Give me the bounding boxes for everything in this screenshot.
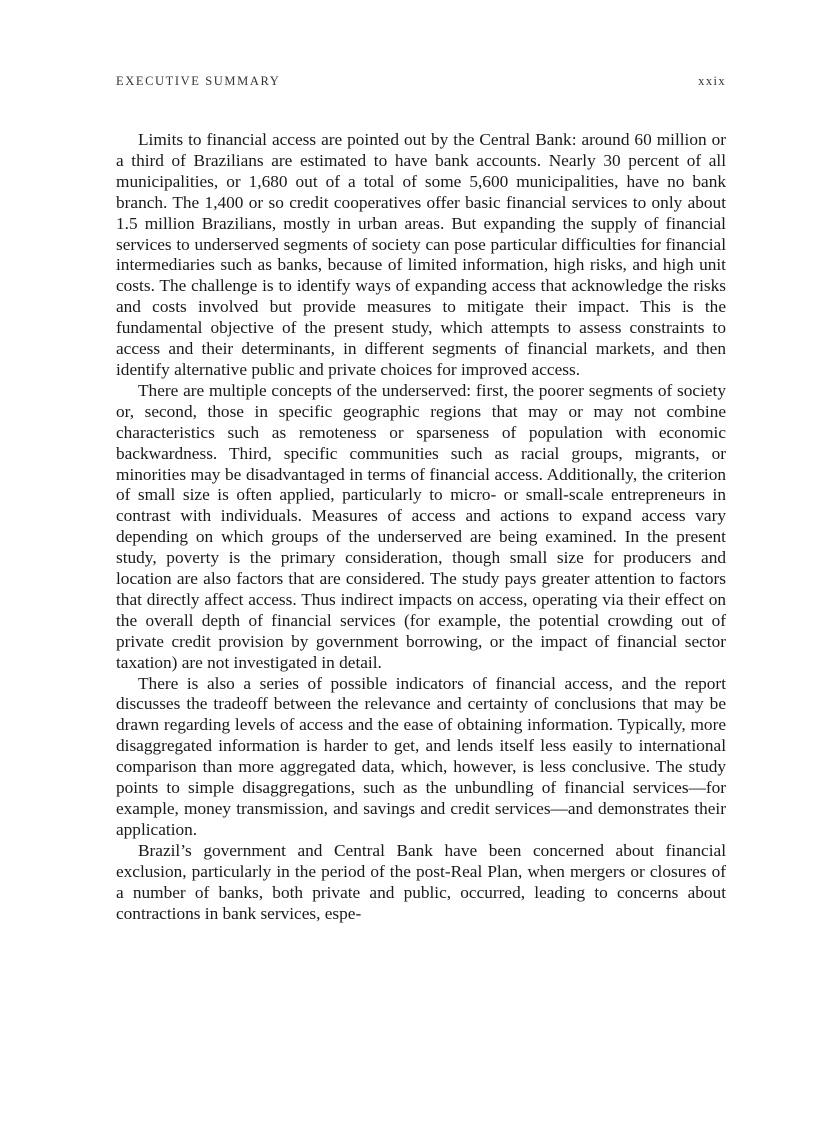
running-head-section-title: EXECUTIVE SUMMARY xyxy=(116,74,281,88)
paragraph-underserved-concepts: There are multiple concepts of the underserved: first, the poorer segments of society or, second, those in specific geographic regions that may or may not combine characteristics such as remoteness or sparseness of population with economic backwardness. Third, specific communities such as racial groups, migrants, or minorities may be disadvantaged in terms of financial access. Additionally, the criterion of small size is often applied, particularly to micro- or small-scale entrepreneurs in contrast with individuals. Measures of access and actions to expand access vary depending on which groups of the underserved are being examined. In the present study, poverty is the primary consideration, though small size for producers and location are also factors that are considered. The study pays greater attention to factors that directly affect access. Thus indirect impacts on access, operating via their effect on the overall depth of financial services (for example, the potential crowding out of private credit provision by government borrowing, or the impact of financial sector taxation) are not investigated in detail. xyxy=(116,380,726,672)
paragraph-financial-exclusion: Brazil’s government and Central Bank have been concerned about financial exclusion, particularly in the period of the post-Real Plan, when mergers or closures of a number of banks, both private and public, occurred, leading to concerns about contractions in bank services, espe- xyxy=(116,840,726,923)
body-text xyxy=(116,130,726,924)
running-header xyxy=(116,74,726,92)
paragraph-access-indicators: There is also a series of possible indicators of financial access, and the report discusses the tradeoff between the relevance and certainty of conclusions that may be drawn regarding levels of access and the ease of obtaining information. Typically, more disaggregated information is harder to get, and lends itself less easily to international comparison than more aggregated data, which, however, is less conclusive. The study points to simple disaggregations, such as the unbundling of financial services—for example, money transmission, and savings and credit services—and demonstrates their application. xyxy=(116,673,726,839)
paragraph-access-limits: Limits to financial access are pointed out by the Central Bank: around 60 million or a third of Brazilians are estimated to have bank accounts. Nearly 30 percent of all municipalities, or 1,680 out of a total of some 5,600 municipalities, have no bank branch. The 1,400 or so credit cooperatives offer basic financial services to only about 1.5 million Brazilians, mostly in urban areas. But expanding the supply of financial services to underserved segments of society can pose particular difficulties for financial intermediaries such as banks, because of limited information, high risks, and high unit costs. The challenge is to identify ways of expanding access that acknowledge the risks and costs involved but provide measures to mitigate their impact. This is the fundamental objective of the present study, which attempts to assess constraints to access and their determinants, in different segments of financial markets, and then identify alternative public and private choices for improved access. xyxy=(116,130,726,379)
page-number: xxix xyxy=(698,74,726,88)
